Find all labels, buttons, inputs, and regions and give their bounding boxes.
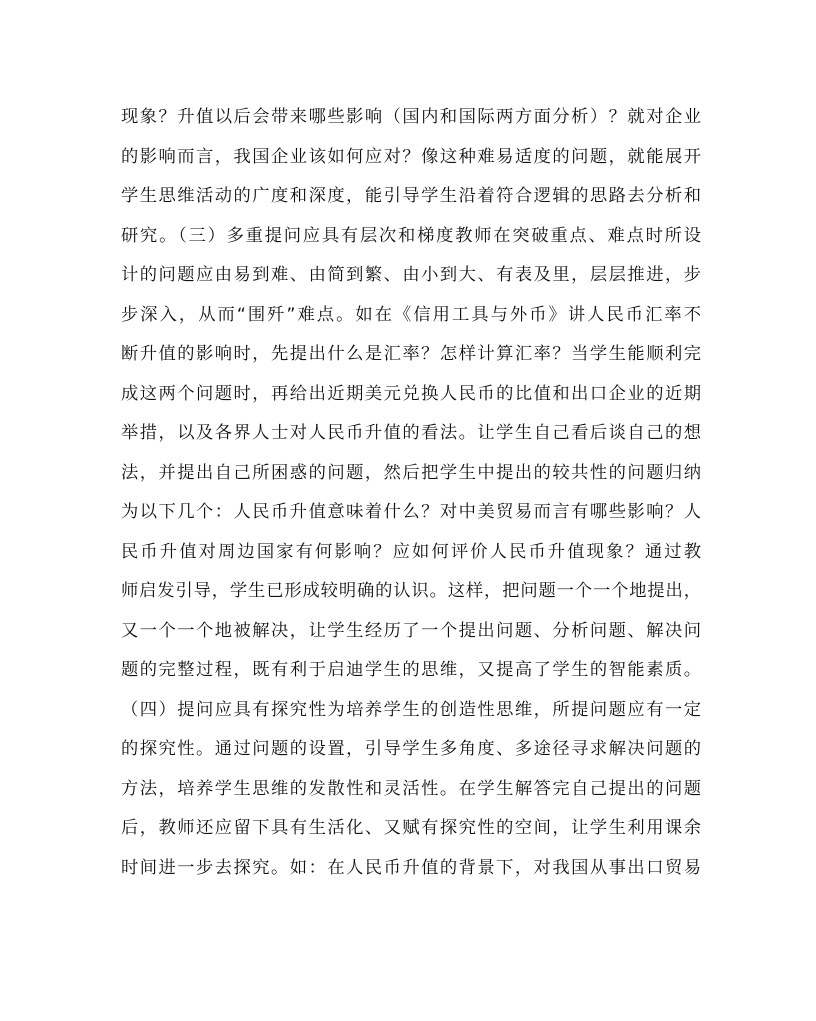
- text-line: 步深入，从而“围歼”难点。如在《信用工具与外币》讲人民币汇率不: [121, 304, 701, 325]
- text-line: 时间进一步去探究。如：在人民币升值的背景下，对我国从事出口贸易: [121, 857, 701, 878]
- text-line: 研究。（三）多重提问应具有层次和梯度教师在突破重点、难点时所设: [121, 225, 701, 246]
- text-line: 师启发引导，学生已形成较明确的认识。这样，把问题一个一个地提出，: [121, 581, 701, 601]
- text-line: 计的问题应由易到难、由简到繁、由小到大、有表及里，层层推进，步: [121, 265, 701, 285]
- text-line: 法，并提出自己所困惑的问题，然后把学生中提出的较共性的问题归纳: [121, 462, 701, 483]
- text-line: 又一个一个地被解决，让学生经历了一个提出问题、分析问题、解决问: [121, 620, 701, 641]
- text-line: 现象？升值以后会带来哪些影响（国内和国际两方面分析）？就对企业: [121, 107, 701, 127]
- text-line: （四）提问应具有探究性为培养学生的创造性思维，所提问题应有一定: [121, 699, 701, 720]
- text-line: 学生思维活动的广度和深度，能引导学生沿着符合逻辑的思路去分析和: [121, 186, 701, 206]
- text-line: 的探究性。通过问题的设置，引导学生多角度、多途径寻求解决问题的: [121, 739, 701, 759]
- text-line: 后，教师还应留下具有生活化、又赋有探究性的空间，让学生利用课余: [121, 818, 701, 838]
- text-line: 为以下几个：人民币升值意味着什么？对中美贸易而言有哪些影响？人: [121, 502, 701, 522]
- text-line: 成这两个问题时，再给出近期美元兑换人民币的比值和出口企业的近期: [121, 383, 701, 404]
- text-line: 断升值的影响时，先提出什么是汇率？怎样计算汇率？当学生能顺利完: [121, 344, 701, 364]
- text-line: 的影响而言，我国企业该如何应对？像这种难易适度的问题，就能展开: [121, 146, 701, 167]
- text-line: 民币升值对周边国家有何影响？应如何评价人民币升值现象？通过教: [121, 541, 701, 562]
- body-text: [121, 98, 701, 888]
- text-line: 题的完整过程，既有利于启迪学生的思维，又提高了学生的智能素质。: [121, 660, 701, 680]
- text-line: 方法，培养学生思维的发散性和灵活性。在学生解答完自己提出的问题: [121, 778, 701, 799]
- text-line: 举措，以及各界人士对人民币升值的看法。让学生自己看后谈自己的想: [121, 423, 701, 443]
